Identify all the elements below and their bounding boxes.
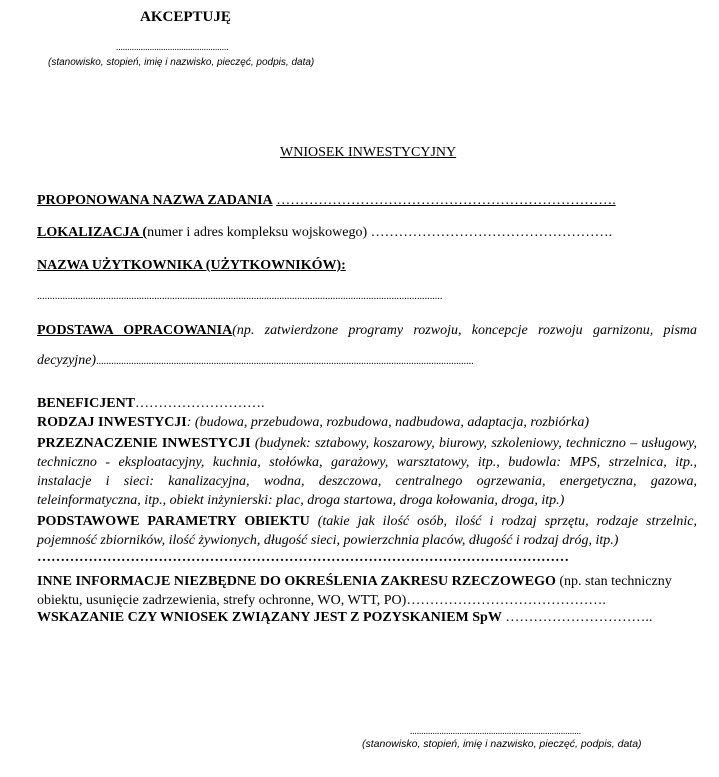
params-row <box>37 512 697 550</box>
params-dots: …………………………………………………………………………………………………… <box>37 550 569 565</box>
accept-signature-line: .................................................. <box>116 42 229 52</box>
other-label: INNE INFORMACJE NIEZBĘDNE DO OKREŚLENIA ZAKRESU RZECZOWEGO <box>37 574 556 589</box>
task-name-dots: ………………………………………………………………. <box>276 193 616 208</box>
footer-signature-line: ............................................................................ <box>410 726 581 736</box>
task-name-row <box>37 193 616 209</box>
accept-title: AKCEPTUJĘ <box>140 9 231 25</box>
params-label: PODSTAWOWE PARAMETRY OBIEKTU <box>37 514 310 529</box>
location-dots: …………………………………………… <box>370 225 609 240</box>
purpose-label: PRZEZNACZENIE INWESTYCJI <box>37 436 251 451</box>
params-hint: (takie jak ilość osób, ilość i rodzaj sprzętu, rodzaje strzelnic, pojemność zbiorników, ilość żywionych, długość sieci, powierzchnia placów, długość i rodzaj dróg, itp.) <box>37 514 697 548</box>
task-name-label: PROPONOWANA NAZWA ZADANIA <box>37 193 273 208</box>
beneficiary-label: BENEFICJENT <box>37 396 136 411</box>
basis-row-2 <box>37 353 474 369</box>
user-dots: ............................................................................................................................................................... <box>37 291 443 302</box>
location-end: . <box>608 225 613 240</box>
footer-signature-caption: (stanowisko, stopień, imię i nazwisko, pieczęć, podpis, data) <box>362 738 642 750</box>
basis-hint-line1: (np. zatwierdzone programy rozwoju, koncepcje rozwoju garnizonu, pisma <box>232 323 697 338</box>
type-row <box>37 415 589 431</box>
purpose-hint: (budynek: sztabowy, koszarowy, biurowy, szkoleniowy, techniczno – usługowy, techniczno - eksploatacyjny, kuchnia, stołówka, garażowy, warsztatowy, itp., budowla: MPS, strzelnica, itp., instalacje i sieci: kanalizacyjna, wodna, deszczowa, centralnego ogrzewania, energetyczna, gazowa, teleinformatyczna, itp., obiekt inżynierski: plac, droga startowa, droga kołowania, droga, itp.) <box>37 436 697 508</box>
basis-label: PODSTAWA OPRACOWANIA <box>37 323 233 338</box>
location-row <box>37 225 612 241</box>
spw-label: WSKAZANIE CZY WNIOSEK ZWIĄZANY JEST Z POZYSKANIEM SpW <box>37 610 502 625</box>
type-hint: : (budowa, przebudowa, rozbudowa, nadbudowa, adaptacja, rozbiórka) <box>186 415 589 430</box>
basis-hint-line2: decyzyjne) <box>37 353 97 368</box>
basis-dots: ....................................................................................................................................................... <box>96 356 474 367</box>
spw-dots: ………………………….. <box>501 610 653 625</box>
type-label: RODZAJ INWESTYCJI <box>37 415 187 430</box>
document-title: WNIOSEK INWESTYCYJNY <box>280 145 457 160</box>
basis-row <box>37 321 697 340</box>
location-label: LOKALIZACJA ( <box>37 225 148 240</box>
other-hint: (np. stan techniczny obiektu, usunięcie zadrzewienia, strefy ochronne, WO, WTT, PO) <box>37 574 672 608</box>
beneficiary-row <box>37 396 265 412</box>
user-label: NAZWA UŻYTKOWNIKA (UŻYTKOWNIKÓW): <box>37 258 346 273</box>
spw-row <box>37 610 652 626</box>
beneficiary-dots: ………………………. <box>135 396 265 411</box>
accept-signature-caption: (stanowisko, stopień, imię i nazwisko, pieczęć, podpis, data) <box>48 57 315 68</box>
other-dots: ……………………………………. <box>406 593 606 608</box>
location-hint: numer i adres kompleksu wojskowego) <box>147 225 368 240</box>
purpose-row <box>37 434 697 510</box>
other-row <box>37 572 697 610</box>
